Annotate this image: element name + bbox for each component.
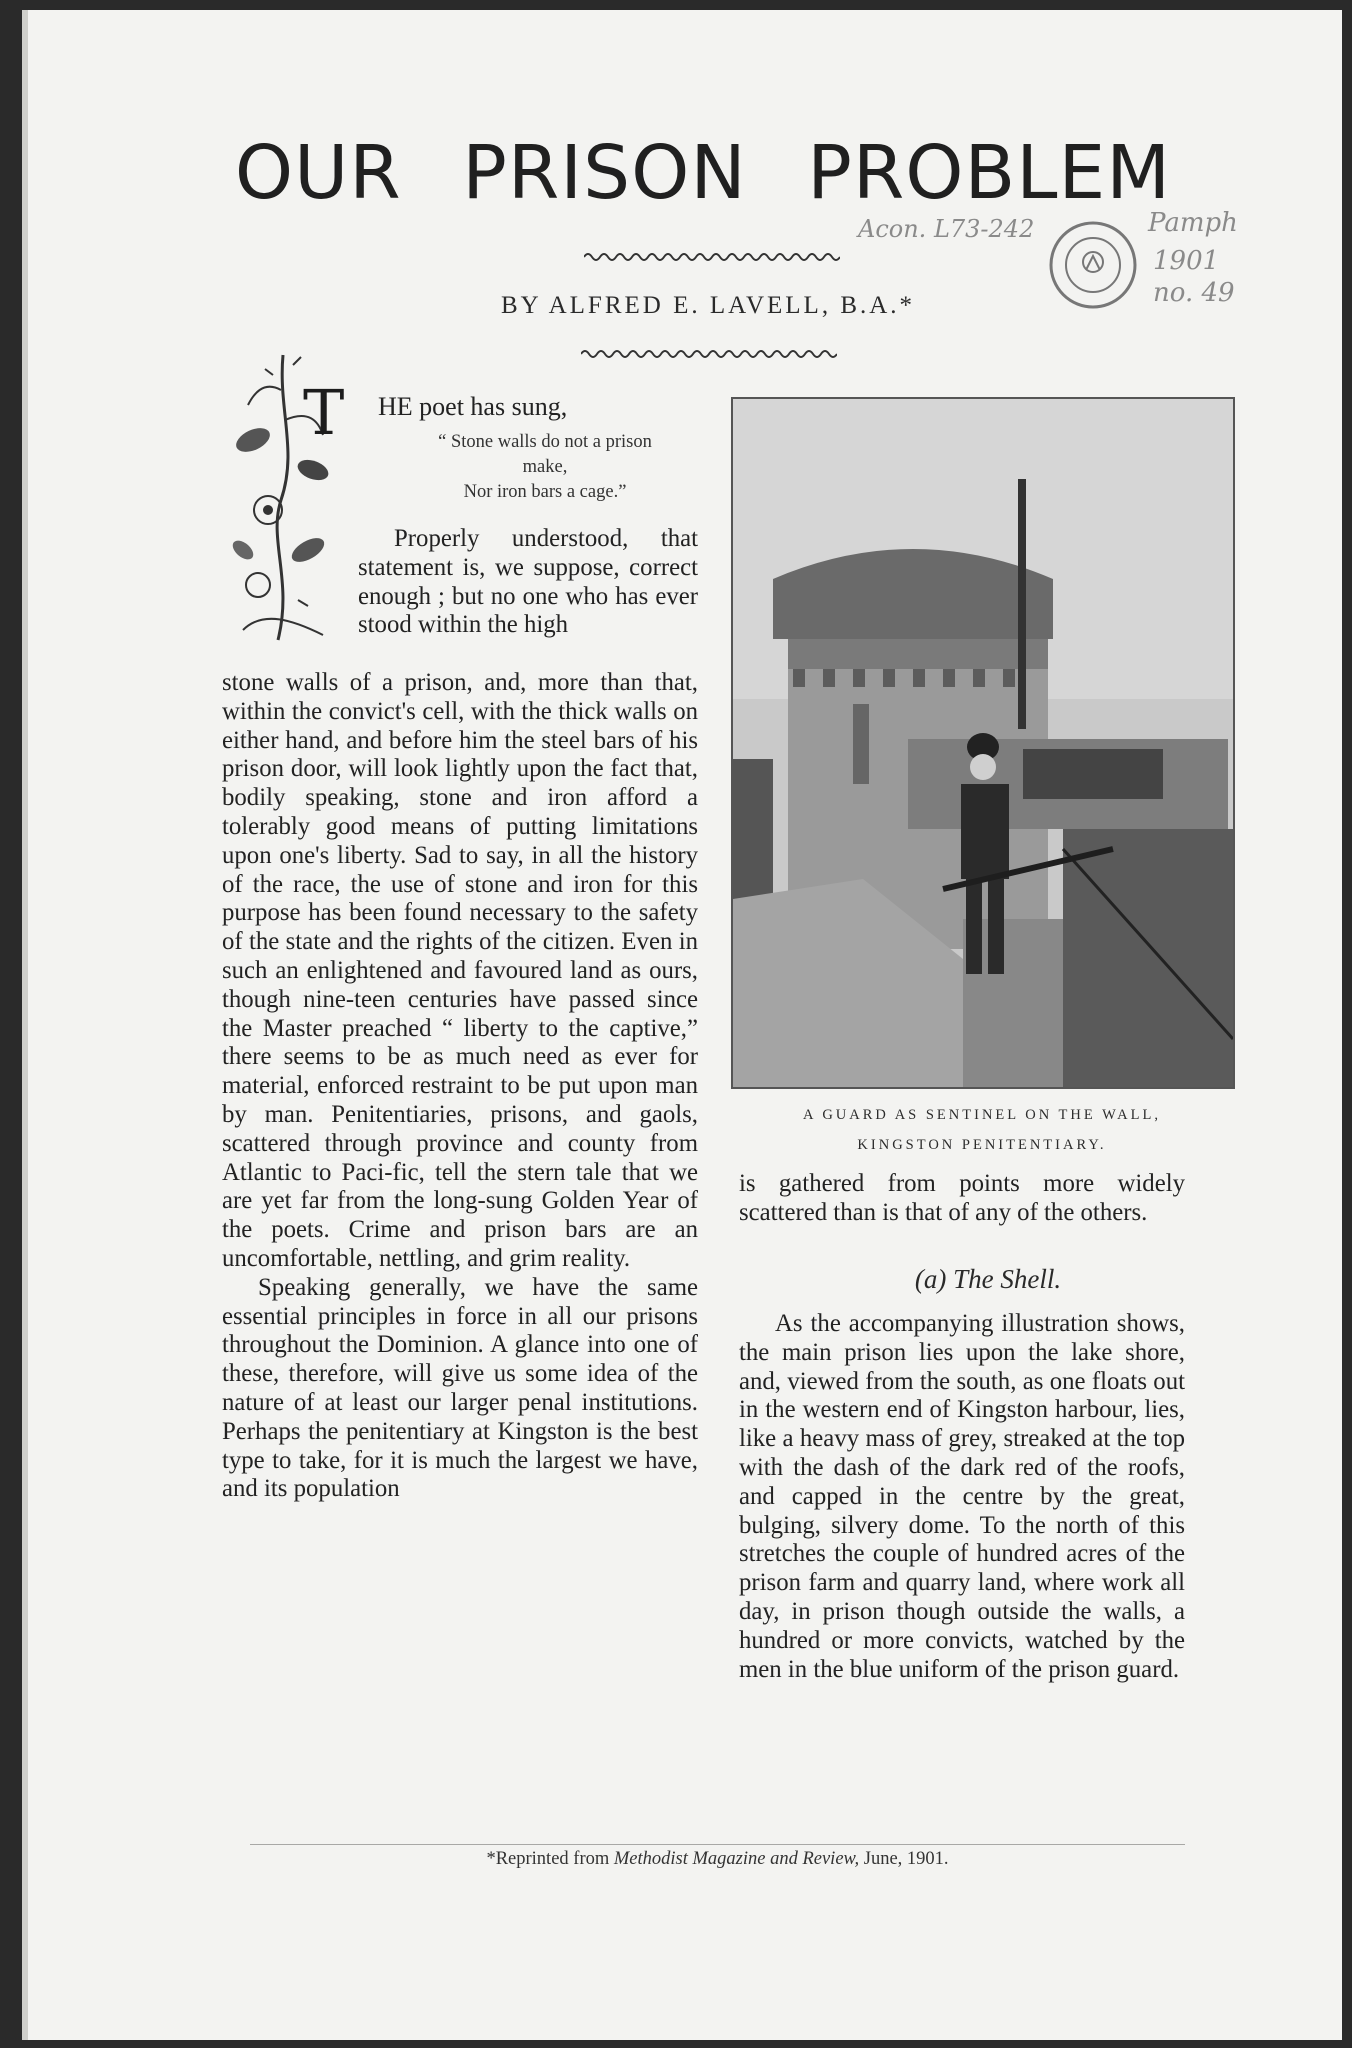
paragraph: Speaking generally, we have the same essential principles in force in all our prisons throughout the Dominion. A glance into one of these, therefore, will give us some idea of the nature of at least our larger penal institutions. Perhaps the penitentiary at Kingston is the best type to take, for it is much the largest we have, and its population — [222, 1273, 698, 1503]
document-page — [22, 10, 1342, 2040]
footnote — [250, 1849, 1185, 1870]
byline: BY ALFRED E. LAVELL, B.A.* — [500, 292, 916, 319]
accession-annotation: Acon. L73-242 — [858, 215, 1035, 243]
footnote-rule — [250, 1844, 1185, 1845]
guard-tower-photo — [731, 397, 1235, 1089]
number-annotation: no. 49 — [1153, 278, 1235, 308]
paragraph: Properly understood, that statement is, we suppose, correct enough ; but no one who has ever stood within the high — [358, 525, 698, 639]
poem-quote — [380, 430, 710, 505]
lead-in-text: HE poet has sung, — [378, 392, 568, 421]
circular-library-stamp-icon — [1048, 220, 1138, 310]
footnote-prefix: *Reprinted from — [486, 1849, 610, 1869]
right-column-continuation — [739, 1170, 1185, 1228]
photo-caption — [728, 1100, 1236, 1160]
paragraph: stone walls of a prison, and, more than that, within the convict's cell, with the thick walls on either hand, and before him the steel bars of his prison door, will look lightly upon the fact that, bodily speaking, stone and iron afford a tolerably good means of putting limitations upon one's liberty. Sad to say, in all the history of the race, the use of stone and iron for this purpose has been found necessary to the safety of the state and the rights of the citizen. Even in such an enlightened and favoured land as ours, though nine-teen centuries have passed since the Master preached “ liberty to the captive,” there seems to be as much need as ever for material, enforced restraint to be put upon man by man. Penitentiaries, prisons, and gaols, scattered through province and county from Atlantic to Paci-fic, tell the stern tale that we are yet far from the long-sung Golden Year of the poets. Crime and prison bars are an uncomfortable, nettling, and grim reality. — [222, 669, 698, 1272]
footnote-date: June, 1901. — [863, 1849, 949, 1869]
caption-line: A GUARD AS SENTINEL ON THE WALL, — [803, 1107, 1161, 1123]
poem-line: “ Stone walls do not a prison — [438, 432, 652, 452]
year-annotation: 1901 — [1153, 246, 1220, 276]
paragraph: As the accompanying illustration shows, the main prison lies upon the lake shore, and, viewed from the south, as one floats out in the western end of Kingston harbour, lies, like a heavy mass of grey, streaked at the top with the dash of the dark red of the roofs, and capped in the centre by the great, bulging, silvery dome. To the north of this stretches the couple of hundred acres of the prison farm and quarry land, where work all day, in prison though outside the walls, a hundred or more convicts, watched by the men in the blue uniform of the prison guard. — [739, 1310, 1185, 1683]
footnote-source: Methodist Magazine and Review, — [613, 1849, 860, 1869]
left-column-main — [222, 669, 698, 1504]
caption-line: KINGSTON PENITENTIARY. — [857, 1137, 1107, 1153]
article-title: OUR PRISON PROBLEM — [234, 130, 1172, 216]
left-column-top — [358, 525, 698, 640]
wavy-rule-bottom — [581, 347, 837, 361]
right-column-main — [739, 1310, 1185, 1684]
drop-cap: T — [303, 376, 345, 449]
pamph-annotation: Pamph — [1148, 208, 1238, 238]
section-subheading: (a) The Shell. — [914, 1264, 1062, 1294]
paragraph: is gathered from points more widely scattered than is that of any of the others. — [739, 1170, 1185, 1226]
poem-line: Nor iron bars a cage.” — [463, 482, 627, 502]
poem-line: make, — [522, 457, 568, 477]
wavy-rule-top — [584, 250, 840, 264]
